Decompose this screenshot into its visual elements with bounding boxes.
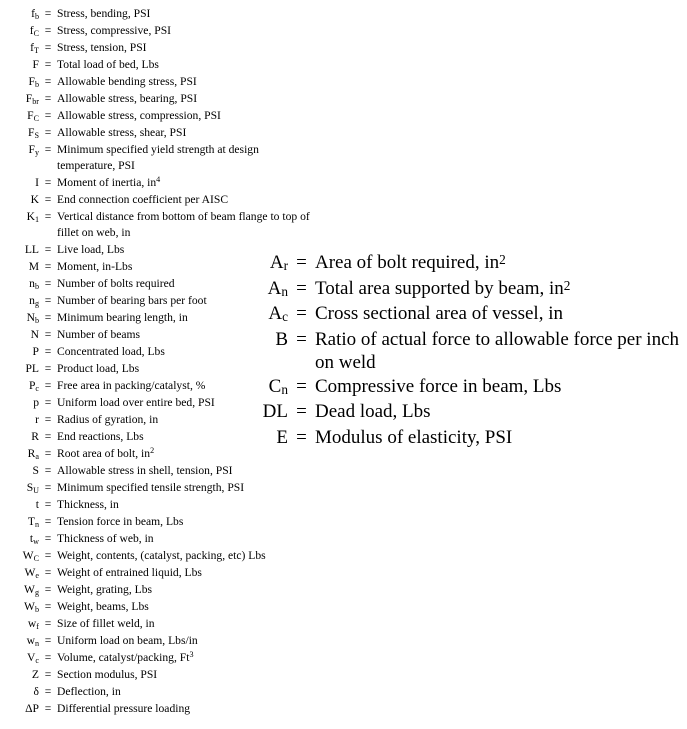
definition-text: Weight, grating, Lbs <box>57 583 153 596</box>
definition <box>57 479 310 496</box>
definition <box>57 547 310 564</box>
definition-text: Tension force in beam, Lbs <box>57 515 184 528</box>
left-list-entry <box>0 56 310 73</box>
definition <box>57 174 310 191</box>
right-list-entry <box>246 301 687 327</box>
symbol-subscript: c <box>282 309 288 324</box>
symbol-base: A <box>269 252 284 273</box>
left-list-entry <box>0 462 310 479</box>
equals-sign: = <box>44 345 52 358</box>
symbol-base: N <box>26 311 35 324</box>
equals-sign: = <box>44 58 52 71</box>
symbol-subscript: g <box>34 588 39 597</box>
symbol-base: w <box>27 617 37 630</box>
definition-text: Uniform load over entire bed, PSI <box>57 396 215 409</box>
equals-sign: = <box>44 549 52 562</box>
equals-sign: = <box>296 426 307 448</box>
equals-sign: = <box>44 294 52 307</box>
symbol-subscript: b <box>34 12 39 21</box>
left-list-entry <box>0 496 310 513</box>
symbol <box>0 343 39 360</box>
left-list-entry <box>0 107 310 124</box>
definition <box>57 22 310 39</box>
definition <box>57 683 310 700</box>
equals-sign: = <box>296 375 307 397</box>
definition-text: Volume, catalyst/packing, Ft <box>57 651 190 664</box>
definition <box>57 73 310 90</box>
definition <box>315 301 687 327</box>
symbol-subscript: c <box>35 656 39 665</box>
definition-superscript: 3 <box>189 650 194 659</box>
left-list-entry <box>0 141 310 174</box>
symbol <box>0 700 39 717</box>
definition-text: Weight, beams, Lbs <box>57 600 149 613</box>
definition-text: Deflection, in <box>57 685 121 698</box>
equals-sign: = <box>44 685 52 698</box>
equals-sign: = <box>44 7 52 20</box>
symbol-subscript: br <box>32 97 39 106</box>
symbol <box>0 292 39 309</box>
symbol-subscript: c <box>35 384 39 393</box>
symbol <box>0 445 39 462</box>
definition <box>315 327 687 374</box>
symbol-subscript: a <box>35 452 39 461</box>
symbol <box>0 496 39 513</box>
equals-sign: = <box>44 176 52 189</box>
symbol-base: K <box>30 193 39 206</box>
definition-text: Ratio of actual force to allowable force per inch on weld <box>315 328 679 373</box>
symbol <box>0 191 39 208</box>
equals-sign: = <box>44 413 52 426</box>
symbol-subscript: n <box>281 283 288 299</box>
left-list-entry <box>0 39 310 56</box>
symbol <box>0 141 39 174</box>
definition-text: Weight of entrained liquid, Lbs <box>57 566 202 579</box>
symbol <box>0 428 39 445</box>
definition-text: Radius of gyration, in <box>57 413 159 426</box>
symbol <box>0 411 39 428</box>
equals-sign: = <box>44 210 52 223</box>
symbol <box>0 22 39 39</box>
equals-sign: = <box>44 362 52 375</box>
symbol <box>0 479 39 496</box>
symbol-base: Z <box>31 668 39 681</box>
symbol <box>0 598 39 615</box>
left-list-entry <box>0 615 310 632</box>
equals-sign: = <box>44 447 52 460</box>
symbol-subscript: C <box>33 554 39 563</box>
symbol <box>0 462 39 479</box>
symbol-base: T <box>27 515 35 528</box>
equals-sign: = <box>44 702 52 715</box>
definition-text: Minimum bearing length, in <box>57 311 188 324</box>
definition-text: Allowable stress, compression, PSI <box>57 109 221 122</box>
symbol-base: δ <box>33 685 39 698</box>
definition-text: Total load of bed, Lbs <box>57 58 159 71</box>
symbol <box>0 90 39 107</box>
symbol <box>0 615 39 632</box>
definition-text: Moment, in-Lbs <box>57 260 133 273</box>
equals-sign: = <box>44 464 52 477</box>
symbol-base: F <box>27 109 34 122</box>
definition-text: Concentrated load, Lbs <box>57 345 165 358</box>
definition-text: Size of fillet weld, in <box>57 617 155 630</box>
definition-text: Thickness of web, in <box>57 532 154 545</box>
symbol <box>246 301 288 327</box>
definition-text: Weight, contents, (catalyst, packing, etc) Lbs <box>57 549 266 562</box>
definition-text: Allowable stress, bearing, PSI <box>57 92 198 105</box>
left-list-entry <box>0 208 310 241</box>
symbol <box>246 327 288 374</box>
equals-sign: = <box>44 260 52 273</box>
definition-text: Minimum specified yield strength at design temperature, PSI <box>57 143 259 172</box>
symbol-subscript: C <box>33 114 39 123</box>
definition-superscript: 2 <box>563 277 571 293</box>
left-list-entry <box>0 174 310 191</box>
equals-sign: = <box>44 328 52 341</box>
equals-sign: = <box>44 243 52 256</box>
definition-text: Number of bolts required <box>57 277 175 290</box>
symbol-subscript: n <box>34 520 39 529</box>
right-list-entry <box>246 374 687 400</box>
definition-text: Product load, Lbs <box>57 362 140 375</box>
definition-text: End reactions, Lbs <box>57 430 144 443</box>
symbol <box>0 394 39 411</box>
symbol-base: F <box>32 58 39 71</box>
definition <box>57 581 310 598</box>
symbol <box>0 564 39 581</box>
definition-text: Cross sectional area of vessel, in <box>315 303 563 324</box>
equals-sign: = <box>44 24 52 37</box>
definition <box>57 649 310 666</box>
equals-sign: = <box>296 277 307 299</box>
definition-text: Differential pressure loading <box>57 702 191 715</box>
definition-text: End connection coefficient per AISC <box>57 193 229 206</box>
symbol-base: P <box>28 379 36 392</box>
definition-text: Allowable stress, shear, PSI <box>57 126 187 139</box>
symbol <box>0 208 39 241</box>
symbol-base: p <box>33 396 39 409</box>
symbol-subscript: y <box>34 148 39 157</box>
definition <box>57 39 310 56</box>
symbol-base: F <box>25 92 33 105</box>
definition-text: Modulus of elasticity, PSI <box>315 426 513 448</box>
definition <box>57 124 310 141</box>
definition <box>315 276 687 302</box>
symbol-base: n <box>29 277 35 290</box>
symbol-base: PL <box>25 362 39 375</box>
definition <box>57 564 310 581</box>
symbol-subscript: n <box>34 639 39 648</box>
symbol-base: t <box>35 498 39 511</box>
right-list-entry <box>246 399 687 425</box>
symbol <box>0 377 39 394</box>
symbol-base: S <box>32 464 39 477</box>
left-list-entry <box>0 649 310 666</box>
symbol-subscript: b <box>34 316 39 325</box>
symbol <box>0 174 39 191</box>
symbol-base: R <box>31 430 39 443</box>
equals-sign: = <box>44 498 52 511</box>
definition <box>57 615 310 632</box>
symbol-base: I <box>35 176 39 189</box>
definition-superscript: 4 <box>156 175 161 184</box>
symbol <box>246 250 288 276</box>
definition-text: Section modulus, PSI <box>57 668 158 681</box>
symbol <box>0 326 39 343</box>
definition <box>57 141 310 174</box>
left-list-entry <box>0 191 310 208</box>
definition-text: Root area of bolt, in <box>57 447 151 460</box>
symbol-subscript: C <box>33 29 39 38</box>
symbol-subscript: e <box>35 571 39 580</box>
definition-text: Moment of inertia, in <box>57 176 157 189</box>
definition-text: Stress, compressive, PSI <box>57 24 172 37</box>
symbol-base: A <box>268 303 283 324</box>
equals-sign: = <box>44 75 52 88</box>
symbol-base: S <box>26 481 34 494</box>
equals-sign: = <box>44 277 52 290</box>
symbol <box>0 309 39 326</box>
equals-sign: = <box>44 109 52 122</box>
symbol-base: LL <box>24 243 39 256</box>
definition <box>57 107 310 124</box>
symbol <box>0 513 39 530</box>
equals-sign: = <box>44 617 52 630</box>
left-list-entry <box>0 479 310 496</box>
equals-sign: = <box>44 481 52 494</box>
equals-sign: = <box>44 379 52 392</box>
definition-text: Free area in packing/catalyst, % <box>57 379 206 392</box>
left-list-entry <box>0 683 310 700</box>
symbol <box>246 399 288 425</box>
symbol <box>0 5 39 22</box>
definition-text: Number of bearing bars per foot <box>57 294 207 307</box>
equals-sign: = <box>44 126 52 139</box>
definition-text: Live load, Lbs <box>57 243 125 256</box>
definition <box>315 374 687 400</box>
definition-text: Compressive force in beam, Lbs <box>315 375 562 397</box>
symbol-subscript: w <box>33 537 39 546</box>
symbol-subscript: b <box>34 80 39 89</box>
symbol-subscript: b <box>34 605 39 614</box>
symbol-base: W <box>24 566 36 579</box>
symbol-base: N <box>30 328 39 341</box>
symbol-subscript: g <box>34 299 39 308</box>
symbol <box>0 360 39 377</box>
left-list-entry <box>0 564 310 581</box>
definition <box>57 496 310 513</box>
symbol-subscript: 1 <box>34 215 39 224</box>
symbol-base: M <box>28 260 39 273</box>
symbol-base: DL <box>262 401 288 422</box>
symbol-base: r <box>35 413 39 426</box>
symbol-subscript: b <box>34 282 39 291</box>
symbol <box>246 425 288 451</box>
symbol-base: F <box>28 143 35 156</box>
equals-sign: = <box>296 328 307 350</box>
equals-sign: = <box>44 41 52 54</box>
equals-sign: = <box>44 532 52 545</box>
equals-sign: = <box>44 311 52 324</box>
symbol-base: W <box>23 583 35 596</box>
definition <box>315 250 687 276</box>
symbol-base: F <box>28 126 35 139</box>
definition <box>57 56 310 73</box>
definition <box>57 462 310 479</box>
equals-sign: = <box>296 252 307 273</box>
definition-text: Area of bolt required, in <box>315 252 500 273</box>
symbol-base: f <box>29 24 34 37</box>
right-list-entry <box>246 327 687 374</box>
equals-sign: = <box>44 515 52 528</box>
symbol-base: R <box>27 447 36 460</box>
definition <box>57 513 310 530</box>
left-list-entry <box>0 22 310 39</box>
definition-text: Thickness, in <box>57 498 119 511</box>
left-list-entry <box>0 700 310 717</box>
symbol-base: P <box>32 345 39 358</box>
left-list-entry <box>0 666 310 683</box>
definition-text: Allowable stress in shell, tension, PSI <box>57 464 233 477</box>
left-list-entry <box>0 598 310 615</box>
definition-text: Vertical distance from bottom of beam flange to top of fillet on web, in <box>57 210 310 239</box>
definition <box>315 399 687 425</box>
symbol-base: f <box>31 7 35 20</box>
symbol-base: W <box>22 549 34 562</box>
left-list-entry <box>0 581 310 598</box>
definition-text: Number of beams <box>57 328 141 341</box>
equals-sign: = <box>44 396 52 409</box>
definition-text: Stress, bending, PSI <box>57 7 151 20</box>
symbol <box>0 275 39 292</box>
left-list-entry <box>0 5 310 22</box>
definition-text: Minimum specified tensile strength, PSI <box>57 481 245 494</box>
equals-sign: = <box>44 651 52 664</box>
symbol-base: B <box>275 328 288 350</box>
left-list-entry <box>0 632 310 649</box>
symbol-base: A <box>267 277 282 299</box>
left-list-entry <box>0 530 310 547</box>
definition <box>315 425 687 451</box>
equals-sign: = <box>44 583 52 596</box>
equals-sign: = <box>44 634 52 647</box>
equals-sign: = <box>44 193 52 206</box>
definition <box>57 191 310 208</box>
definition-superscript: 2 <box>499 252 506 267</box>
definition <box>57 530 310 547</box>
symbol-base: t <box>29 532 34 545</box>
symbol <box>0 73 39 90</box>
definition <box>57 5 310 22</box>
symbol-base: C <box>268 375 282 397</box>
symbol-subscript: f <box>36 622 39 631</box>
symbol <box>0 632 39 649</box>
symbol-base: F <box>28 75 35 88</box>
definition <box>57 632 310 649</box>
symbol <box>0 39 39 56</box>
symbol <box>0 258 39 275</box>
symbol-subscript: T <box>34 46 39 55</box>
definition <box>57 666 310 683</box>
symbol <box>0 107 39 124</box>
equals-sign: = <box>44 143 52 156</box>
symbol <box>0 649 39 666</box>
right-nomenclature-list <box>246 250 687 450</box>
symbol <box>246 276 288 302</box>
equals-sign: = <box>296 401 307 422</box>
symbol <box>0 124 39 141</box>
left-list-entry <box>0 73 310 90</box>
symbol-base: f <box>30 41 35 54</box>
symbol <box>0 56 39 73</box>
symbol-subscript: S <box>34 131 39 140</box>
left-list-entry <box>0 547 310 564</box>
left-list-entry <box>0 90 310 107</box>
symbol-base: w <box>26 634 35 647</box>
definition-text: Dead load, Lbs <box>315 401 431 422</box>
equals-sign: = <box>44 92 52 105</box>
equals-sign: = <box>296 303 307 324</box>
symbol <box>0 683 39 700</box>
definition-text: Uniform load on beam, Lbs/in <box>57 634 198 647</box>
right-list-entry <box>246 276 687 302</box>
definition-superscript: 2 <box>150 446 155 455</box>
right-list-entry <box>246 250 687 276</box>
definition <box>57 598 310 615</box>
symbol-base: E <box>276 426 288 448</box>
symbol <box>0 241 39 258</box>
symbol <box>0 581 39 598</box>
right-list-entry <box>246 425 687 451</box>
equals-sign: = <box>44 668 52 681</box>
symbol-base: n <box>29 294 35 307</box>
definition-text: Stress, tension, PSI <box>57 41 147 54</box>
definition <box>57 208 310 241</box>
symbol <box>0 666 39 683</box>
symbol-subscript: n <box>281 381 288 397</box>
definition <box>57 90 310 107</box>
definition-text: Allowable bending stress, PSI <box>57 75 197 88</box>
symbol-base: V <box>27 651 36 664</box>
symbol <box>0 547 39 564</box>
left-list-entry <box>0 124 310 141</box>
symbol <box>0 530 39 547</box>
symbol-base: K <box>26 210 35 223</box>
equals-sign: = <box>44 566 52 579</box>
left-list-entry <box>0 513 310 530</box>
equals-sign: = <box>44 600 52 613</box>
symbol-subscript: U <box>33 486 39 495</box>
definition <box>57 700 310 717</box>
symbol-base: W <box>23 600 35 613</box>
equals-sign: = <box>44 430 52 443</box>
definition-text: Total area supported by beam, in <box>315 277 564 299</box>
symbol <box>246 374 288 400</box>
symbol-base: ΔP <box>25 702 39 715</box>
symbol-subscript: r <box>283 258 288 273</box>
